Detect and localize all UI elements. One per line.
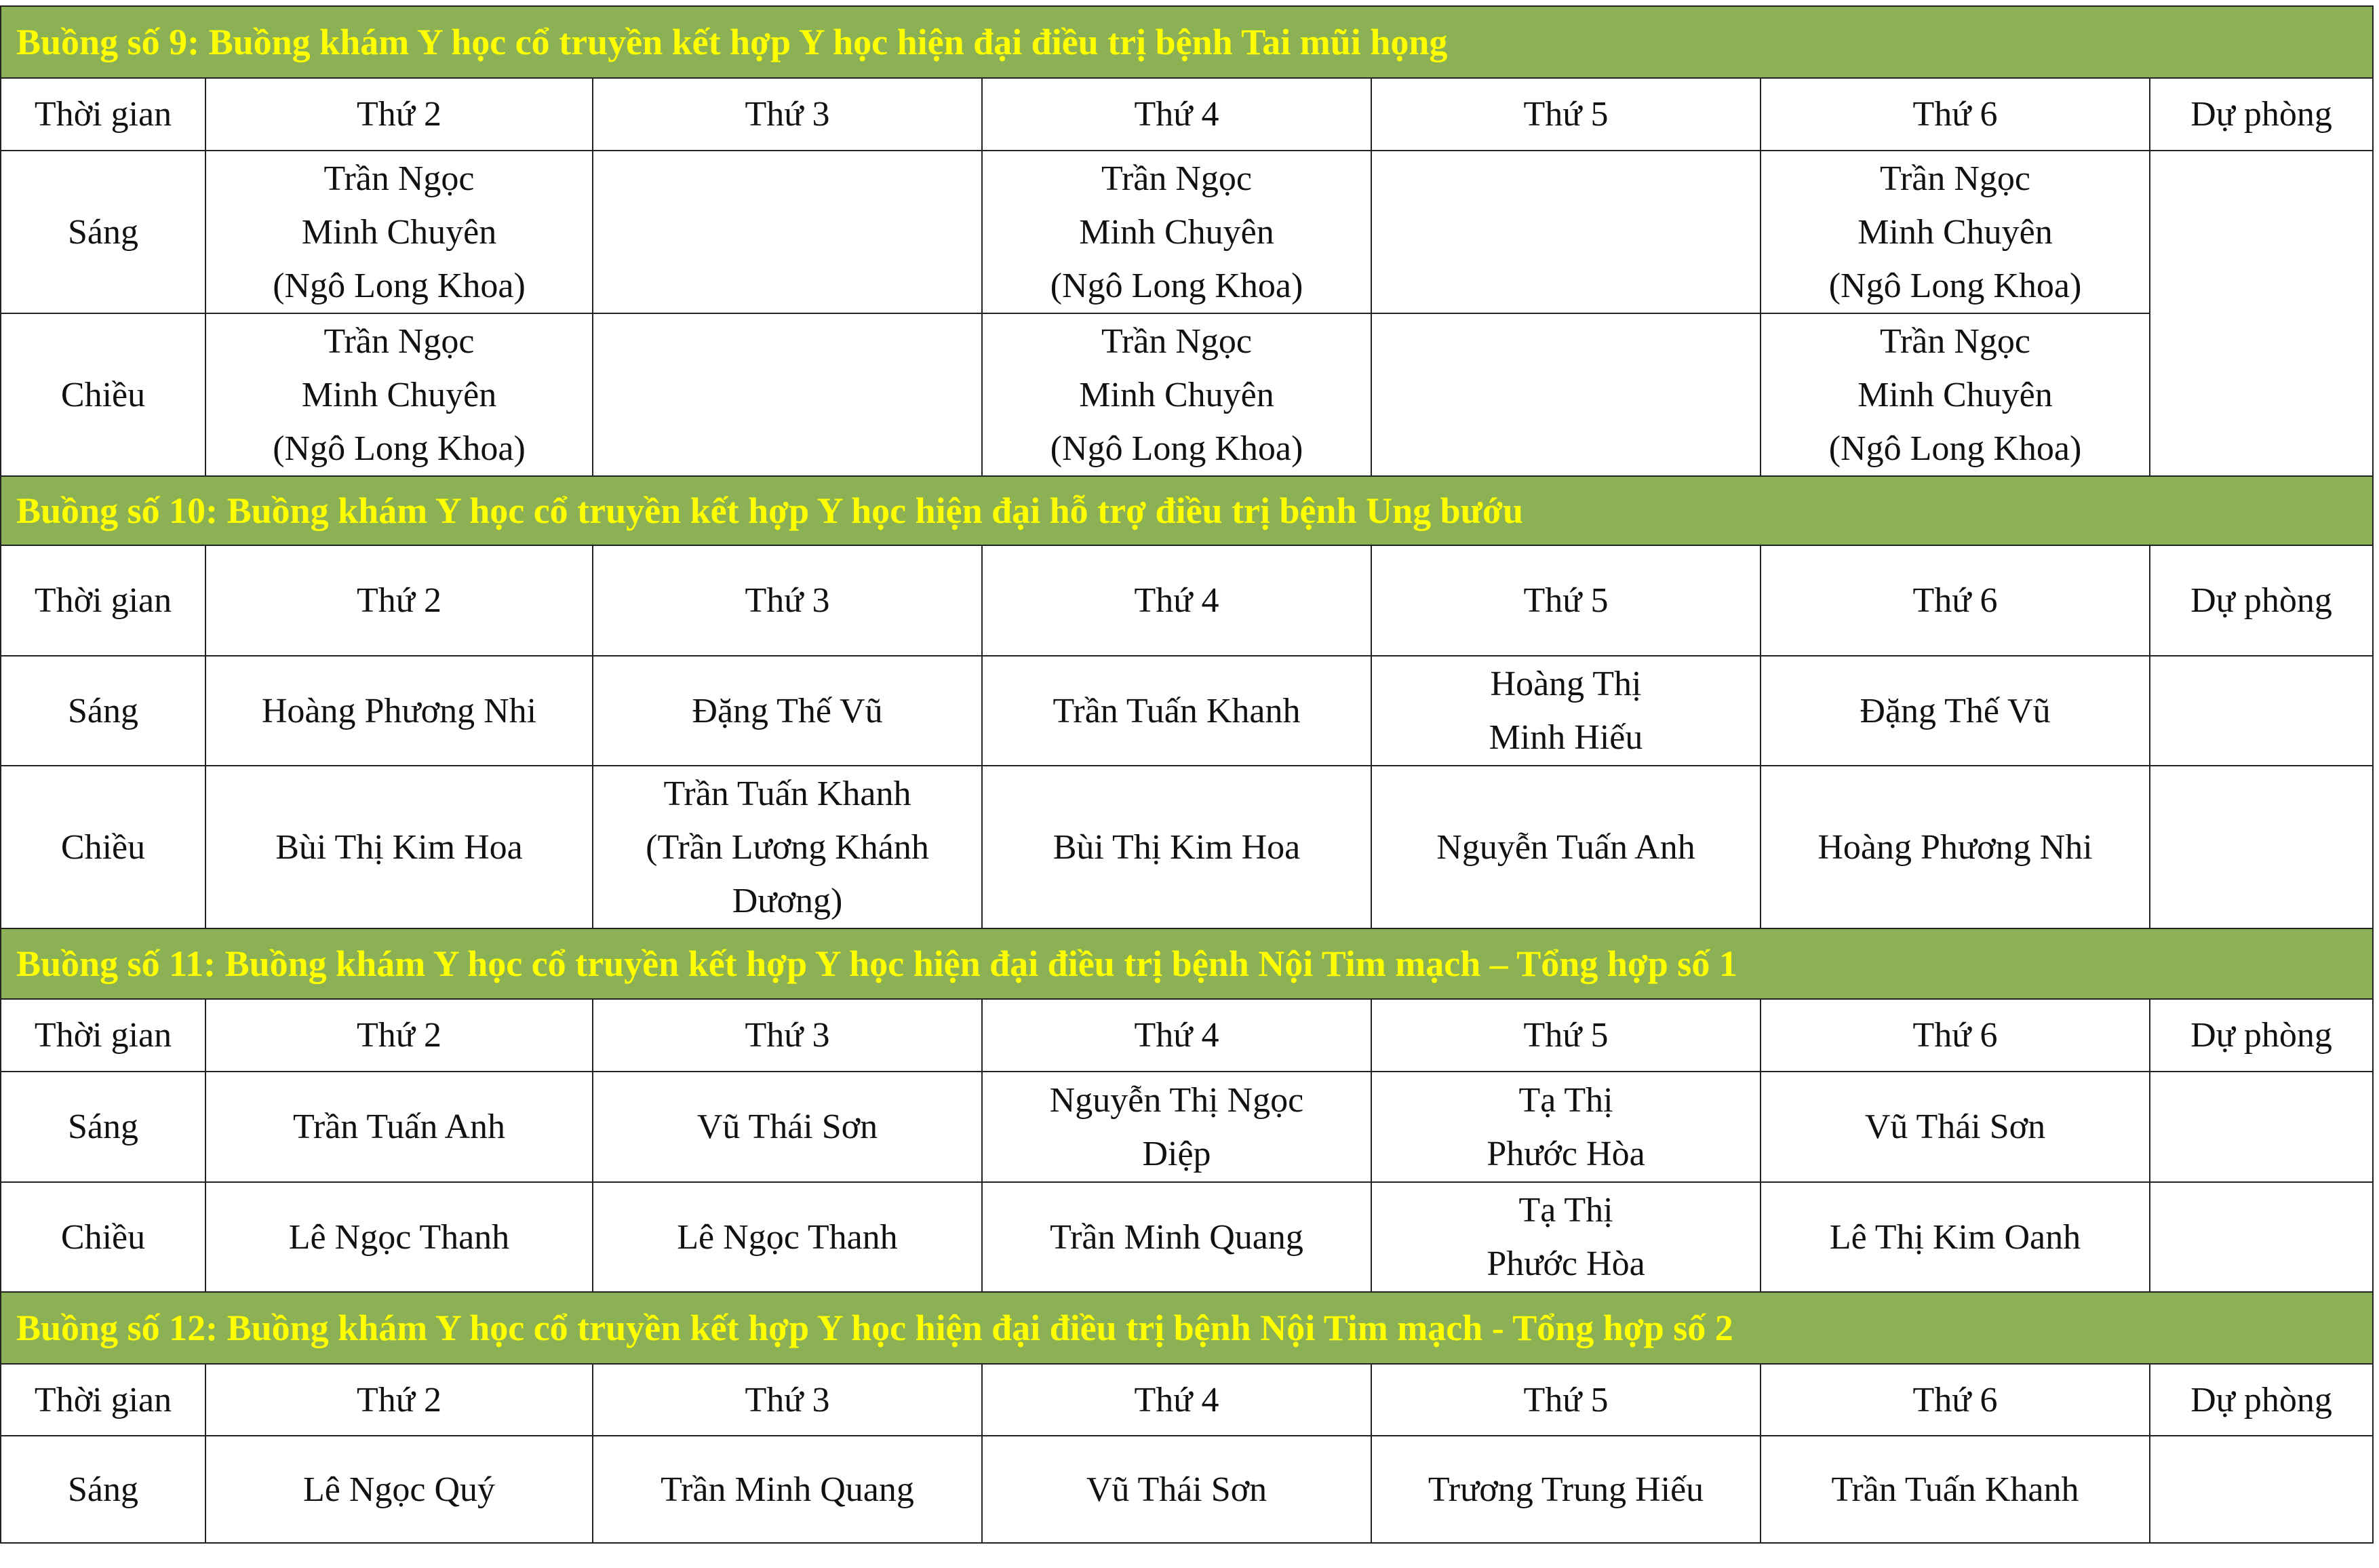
doctor-cell [593,151,982,313]
reserve-cell [2150,1436,2373,1543]
doctor-name-line: Minh Chuyên [301,375,497,414]
reserve-cell [2150,766,2373,928]
doctor-name-line: Minh Chuyên [1857,212,2053,252]
doctor-name-line: Trần Ngọc [1880,159,2030,198]
schedule-table [0,5,2374,1544]
doctor-name-line: Minh Chuyên [1857,375,2053,414]
doctor-cell [1761,766,2150,928]
header-day: Thứ 2 [205,78,593,151]
doctor-cell [1761,656,2150,766]
header-reserve: Dự phòng [2150,999,2373,1072]
header-time: Thời gian [1,1364,205,1436]
doctor-cell [205,766,593,928]
doctor-cell [205,656,593,766]
doctor-name-line: Trần Tuấn Anh [292,1108,506,1146]
doctor-cell [982,1436,1371,1543]
shift-label: Sáng [1,1072,205,1182]
section-title-row [1,928,2373,999]
doctor-name-line: Trần Tuấn Khanh [1053,691,1301,730]
doctor-cell [1761,313,2150,476]
header-day: Thứ 4 [982,545,1371,656]
header-reserve: Dự phòng [2150,545,2373,656]
header-day: Thứ 6 [1761,999,2150,1072]
doctor-name-line: Lê Thị Kim Oanh [1829,1217,2081,1257]
header-day: Thứ 2 [205,545,593,656]
header-day: Thứ 4 [982,1364,1371,1436]
doctor-name-line: Minh Chuyên [1079,212,1274,252]
header-day: Thứ 5 [1371,78,1761,151]
doctor-cell [1371,151,1761,313]
doctor-cell [593,766,982,928]
doctor-name-line: Bùi Thị Kim Hoa [275,827,523,867]
shift-label: Sáng [1,1436,205,1543]
shift-label: Sáng [1,151,205,313]
doctor-name-line: (Trần Lương Khánh [646,827,929,867]
doctor-name-line: Phước Hòa [1487,1134,1645,1173]
header-day: Thứ 3 [593,1364,982,1436]
doctor-cell [982,1182,1371,1292]
doctor-name-line: Minh Hiếu [1489,718,1643,757]
doctor-name-line: Trần Tuấn Khanh [1831,1470,2079,1509]
header-day: Thứ 6 [1761,78,2150,151]
header-day: Thứ 5 [1371,1364,1761,1436]
doctor-cell [205,1436,593,1543]
doctor-name-line: Hoàng Thị [1490,665,1642,703]
doctor-name-line: Lê Ngọc Quý [302,1470,496,1509]
section-title: Buồng số 10: Buồng khám Y học cổ truyền kết hợp Y học hiện đại hỗ trợ điều trị bệnh Ung bướu [1,476,2373,545]
doctor-cell [1761,1182,2150,1292]
header-day: Thứ 4 [982,999,1371,1072]
doctor-cell [205,1072,593,1182]
doctor-cell [1761,151,2150,313]
doctor-cell [982,313,1371,476]
doctor-cell [1761,1436,2150,1543]
doctor-name-line: Lê Ngọc Thanh [677,1217,898,1257]
doctor-name-line: Bùi Thị Kim Hoa [1053,827,1301,867]
shift-label: Chiều [1,766,205,928]
doctor-name-line: Tạ Thị [1518,1191,1613,1230]
header-row [1,78,2373,151]
section-title-row [1,476,2373,545]
shift-row [1,313,2373,476]
header-day: Thứ 5 [1371,999,1761,1072]
shift-label: Chiều [1,313,205,476]
doctor-name-line: Minh Chuyên [301,212,497,252]
section-title: Buồng số 9: Buồng khám Y học cổ truyền kết hợp Y học hiện đại điều trị bệnh Tai mũi họng [1,6,2373,78]
section-title: Buồng số 12: Buồng khám Y học cổ truyền kết hợp Y học hiện đại điều trị bệnh Nội Tim mạch - Tổng hợp số 2 [1,1292,2373,1364]
reserve-cell [2150,1072,2373,1182]
doctor-cell [1371,1182,1761,1292]
section-title: Buồng số 11: Buồng khám Y học cổ truyền kết hợp Y học hiện đại điều trị bệnh Nội Tim mạch – Tổng hợp số 1 [1,928,2373,999]
header-row [1,545,2373,656]
doctor-cell [982,1072,1371,1182]
doctor-name-line: Đặng Thế Vũ [1860,691,2051,730]
header-day: Thứ 4 [982,78,1371,151]
doctor-name-line: (Ngô Long Khoa) [273,429,526,468]
header-day: Thứ 6 [1761,545,2150,656]
doctor-name-line: Hoàng Phương Nhi [1817,827,2093,867]
doctor-name-line: Diệp [1142,1134,1211,1173]
section-title-row [1,6,2373,78]
doctor-name-line: Vũ Thái Sơn [1864,1108,2046,1146]
doctor-cell [982,151,1371,313]
reserve-cell [2150,151,2373,476]
doctor-cell [1371,656,1761,766]
doctor-name-line: (Ngô Long Khoa) [273,266,526,305]
shift-row [1,656,2373,766]
shift-row [1,1182,2373,1292]
doctor-name-line: Trần Ngọc [323,321,475,361]
shift-row [1,766,2373,928]
doctor-name-line: Trần Minh Quang [1050,1217,1303,1257]
doctor-name-line: Trần Tuấn Khanh [663,774,911,813]
header-day: Thứ 2 [205,1364,593,1436]
doctor-cell [1371,1436,1761,1543]
doctor-name-line: Trần Ngọc [323,159,475,198]
doctor-cell [982,766,1371,928]
doctor-name-line: (Ngô Long Khoa) [1050,266,1303,305]
doctor-cell [1371,313,1761,476]
doctor-name-line: (Ngô Long Khoa) [1828,266,2082,305]
doctor-name-line: Hoàng Phương Nhi [261,691,537,730]
doctor-name-line: Đặng Thế Vũ [692,691,883,730]
doctor-name-line: Vũ Thái Sơn [696,1108,878,1146]
header-day: Thứ 3 [593,78,982,151]
doctor-name-line: Trần Ngọc [1101,321,1252,361]
doctor-cell [205,313,593,476]
doctor-name-line: Phước Hòa [1487,1244,1645,1283]
header-reserve: Dự phòng [2150,1364,2373,1436]
header-day: Thứ 3 [593,545,982,656]
header-time: Thời gian [1,545,205,656]
doctor-name-line: Lê Ngọc Thanh [288,1217,510,1257]
header-time: Thời gian [1,999,205,1072]
doctor-name-line: Trần Minh Quang [661,1470,914,1509]
doctor-name-line: Trần Ngọc [1101,159,1252,198]
doctor-cell [205,1182,593,1292]
doctor-name-line: (Ngô Long Khoa) [1828,429,2082,468]
header-day: Thứ 5 [1371,545,1761,656]
shift-label: Chiều [1,1182,205,1292]
doctor-name-line: Trần Ngọc [1880,321,2030,361]
doctor-name-line: (Ngô Long Khoa) [1050,429,1303,468]
doctor-name-line: Tạ Thị [1518,1080,1613,1120]
doctor-name-line: Nguyễn Tuấn Anh [1436,827,1695,867]
reserve-cell [2150,1182,2373,1292]
doctor-cell [593,1182,982,1292]
header-reserve: Dự phòng [2150,78,2373,151]
shift-label: Sáng [1,656,205,766]
header-row [1,999,2373,1072]
doctor-cell [982,656,1371,766]
header-day: Thứ 2 [205,999,593,1072]
header-day: Thứ 3 [593,999,982,1072]
shift-row [1,1436,2373,1543]
doctor-cell [593,656,982,766]
section-title-row [1,1292,2373,1364]
doctor-name-line: Vũ Thái Sơn [1086,1470,1267,1509]
shift-row [1,151,2373,313]
doctor-name-line: Trương Trung Hiếu [1428,1470,1704,1509]
doctor-name-line: Dương) [732,881,843,920]
doctor-cell [1371,1072,1761,1182]
header-time: Thời gian [1,78,205,151]
doctor-cell [593,313,982,476]
doctor-cell [593,1436,982,1543]
doctor-cell [593,1072,982,1182]
shift-row [1,1072,2373,1182]
reserve-cell [2150,656,2373,766]
doctor-cell [1761,1072,2150,1182]
header-row [1,1364,2373,1436]
doctor-cell [1371,766,1761,928]
doctor-name-line: Nguyễn Thị Ngọc [1049,1080,1304,1120]
doctor-cell [205,151,593,313]
header-day: Thứ 6 [1761,1364,2150,1436]
doctor-name-line: Minh Chuyên [1079,375,1274,414]
